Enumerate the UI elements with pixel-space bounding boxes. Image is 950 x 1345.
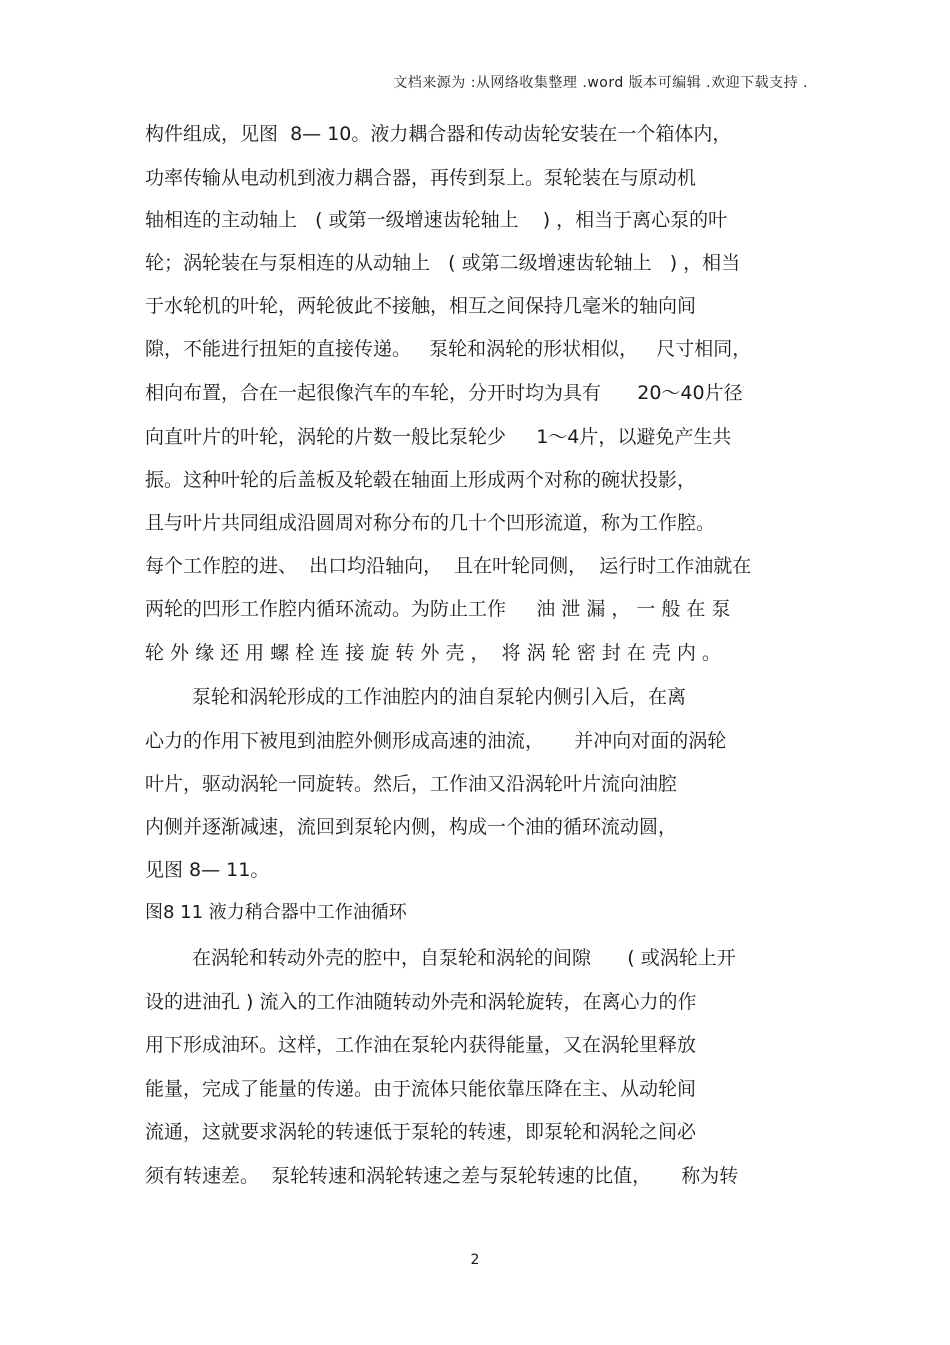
text-line: 轮；涡轮装在与泵相连的从动轴上 ( 或第二级增速齿轮轴上 ) ，相当 xyxy=(145,252,741,274)
text-line: 隙，不能进行扭矩的直接传递。 泵轮和涡轮的形状相似， 尺寸相同， xyxy=(145,338,752,360)
text-line: 须有转速差。 泵轮转速和涡轮转速之差与泵轮转速的比值， 称为转 xyxy=(145,1165,739,1187)
page-number: 2 xyxy=(470,1252,480,1268)
text-line: 内侧并逐渐减速，流回到泵轮内侧，构成一个油的循环流动圆， xyxy=(145,816,678,838)
text-line: 且与叶片共同组成沿圆周对称分布的几十个凹形流道，称为工作腔。 xyxy=(145,512,716,534)
text-line: 轮 外 缘 还 用 螺 栓 连 接 旋 转 外 壳 ， 将 涡 轮 密 封 在 壳 内 。 xyxy=(145,642,721,664)
page-header: 文档来源为 :从网络收集整理 .word 版本可编辑 .欢迎下载支持 . xyxy=(393,75,808,91)
text-line: 构件组成，见图 8— 10。液力耦合器和传动齿轮安装在一个箱体内， xyxy=(145,123,732,145)
text-line: 向直叶片的叶轮，涡轮的片数一般比泵轮少 1～4片，以避免产生共 xyxy=(145,426,732,448)
text-line: 泵轮和涡轮形成的工作油腔内的油自泵轮内侧引入后，在离 xyxy=(192,686,687,708)
text-line: 见图 8— 11。 xyxy=(145,859,270,881)
text-line: 两轮的凹形工作腔内循环流动。为防止工作 油 泄 漏 ， 一 般 在 泵 xyxy=(145,598,731,620)
figure-caption: 图8 11 液力稍合器中工作油循环 xyxy=(145,902,407,923)
text-line: 相向布置，合在一起很像汽车的车轮，分开时均为具有 20～40片径 xyxy=(145,382,743,404)
text-line: 轴相连的主动轴上 ( 或第一级增速齿轮轴上 ) ，相当于离心泵的叶 xyxy=(145,209,728,231)
text-line: 能量，完成了能量的传递。由于流体只能依靠压降在主、从动轮间 xyxy=(145,1078,697,1100)
text-line: 功率传输从电动机到液力耦合器，再传到泵上。泵轮装在与原动机 xyxy=(145,167,697,189)
text-line: 设的进油孔 ) 流入的工作油随转动外壳和涡轮旋转，在离心力的作 xyxy=(145,991,697,1013)
text-line: 振。这种叶轮的后盖板及轮毂在轴面上形成两个对称的碗状投影， xyxy=(145,469,697,491)
text-line: 于水轮机的叶轮，两轮彼此不接触，相互之间保持几毫米的轴向间 xyxy=(145,295,697,317)
text-line: 每个工作腔的进、 出口均沿轴向， 且在叶轮同侧， 运行时工作油就在 xyxy=(145,555,752,577)
text-line: 叶片，驱动涡轮一同旋转。然后，工作油又沿涡轮叶片流向油腔 xyxy=(145,773,678,795)
text-line: 在涡轮和转动外壳的腔中，自泵轮和涡轮的间隙 ( 或涡轮上开 xyxy=(192,947,736,969)
text-line: 心力的作用下被甩到油腔外侧形成高速的油流， 并冲向对面的涡轮 xyxy=(145,730,727,752)
text-line: 流通，这就要求涡轮的转速低于泵轮的转速，即泵轮和涡轮之间必 xyxy=(145,1121,697,1143)
text-line: 用下形成油环。这样，工作油在泵轮内获得能量，又在涡轮里释放 xyxy=(145,1034,697,1056)
